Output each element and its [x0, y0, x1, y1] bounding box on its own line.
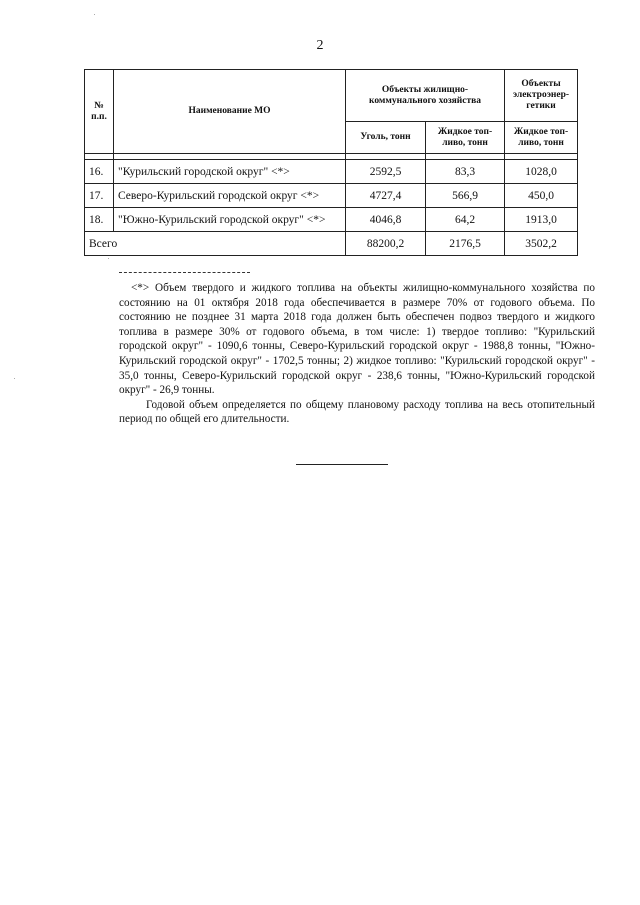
row-num: 17. — [85, 184, 114, 208]
total-label: Всего — [85, 232, 346, 256]
header-liquid-energy: Жидкое топ-ливо, тонн — [505, 122, 578, 154]
footnote-paragraph-2: Годовой объем определяется по общему плановому расходу топлива на весь отопительный период по общей его длительности. — [119, 398, 595, 426]
total-coal: 88200,2 — [346, 232, 426, 256]
end-rule — [296, 464, 388, 465]
row-liquid: 64,2 — [426, 208, 505, 232]
row-energy: 1028,0 — [505, 160, 578, 184]
row-liquid: 566,9 — [426, 184, 505, 208]
footnote-paragraph-1: <*> Объем твердого и жидкого топлива на объекты жилищно-коммунального хозяйства по состоянию на 01 октября 2018 года обеспечивается в размере 70% от годового объема. По состоянию не позднее 31 марта 2018 года должен быть обеспечен подвоз твердого и жидкого топлива в размере 30% от годового объема, в том числе: 1) твердое топливо: "Курильский городской округ" - 1090,6 тонны, Северо-Курильский городской округ - 1988,8 тонны, "Южно-Курильский городской округ" - 1702,5 тонны; 2) жидкое топливо: "Курильский городской округ" - 35,0 тонны, Северо-Курильский городской округ - 238,6 тонны, "Южно-Курильский городской округ" - 26,9 тонны. — [119, 282, 595, 397]
header-housing-group: Объекты жилищно-коммунального хозяйства — [346, 70, 505, 122]
fuel-table — [84, 69, 578, 256]
row-energy: 1913,0 — [505, 208, 578, 232]
total-liquid: 2176,5 — [426, 232, 505, 256]
row-coal: 4046,8 — [346, 208, 426, 232]
table-row — [85, 184, 578, 208]
row-name: "Южно-Курильский городской округ" <*> — [114, 208, 346, 232]
row-num: 18. — [85, 208, 114, 232]
row-liquid: 83,3 — [426, 160, 505, 184]
table-row — [85, 208, 578, 232]
footnote — [119, 281, 595, 427]
row-energy: 450,0 — [505, 184, 578, 208]
footnote-separator — [119, 272, 250, 273]
header-energy-group: Объекты электроэнер-гетики — [505, 70, 578, 122]
table-total-row — [85, 232, 578, 256]
page-number: 2 — [316, 38, 324, 53]
scan-speck — [108, 258, 109, 259]
total-energy: 3502,2 — [505, 232, 578, 256]
row-name: Северо-Курильский городской округ <*> — [114, 184, 346, 208]
scan-speck — [14, 378, 15, 379]
header-liquid-housing: Жидкое топ-ливо, тонн — [426, 122, 505, 154]
row-name: "Курильский городской округ" <*> — [114, 160, 346, 184]
scan-speck — [94, 14, 95, 15]
table-row — [85, 160, 578, 184]
header-num: № п.п. — [85, 70, 114, 154]
row-num: 16. — [85, 160, 114, 184]
row-coal: 4727,4 — [346, 184, 426, 208]
header-name: Наименование МО — [114, 70, 346, 154]
header-coal: Уголь, тонн — [346, 122, 426, 154]
row-coal: 2592,5 — [346, 160, 426, 184]
